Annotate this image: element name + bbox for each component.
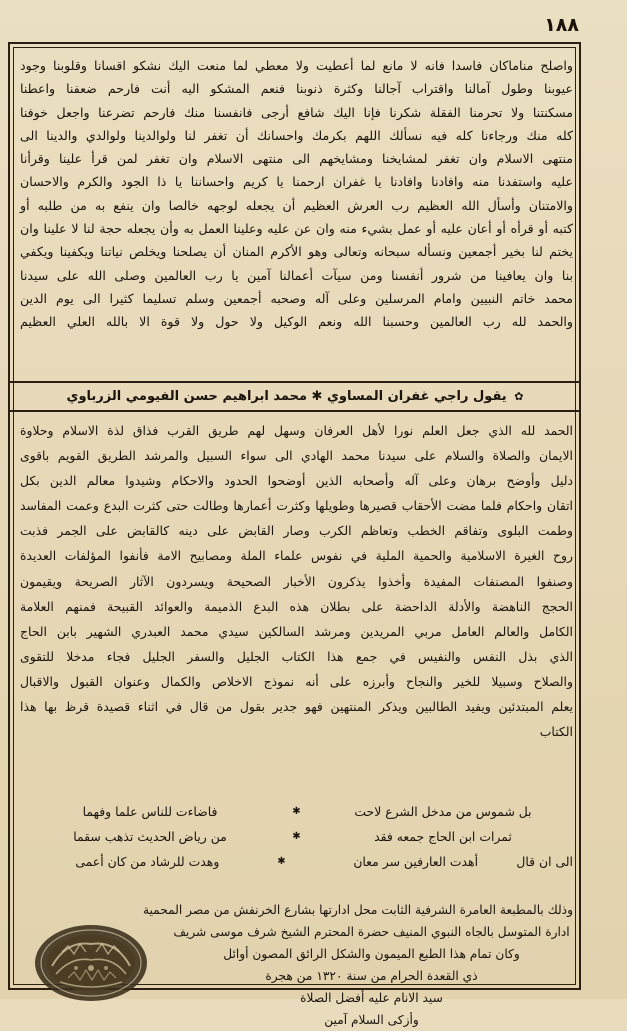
body-text-line: الكتاب (539, 724, 573, 740)
text-frame (8, 42, 581, 1027)
poem-intro-text: الى ان قال (516, 854, 573, 869)
body-text-line: اتقان واحكام فلما مضت الأحقاب قصيرها وطويلها وكثرت أعمارها وطالت حتى كثرت البدع وعمت المفاسد (20, 498, 573, 514)
verse-separator-icon: ✱ (292, 806, 301, 817)
body-text-line: دليل وأوضح برهان وعلى آله وأصحابه الذين أوضحوا الحدود والاحكام وشيدوا معالم الدين بكل (20, 473, 573, 489)
prayer-text-line: والامتنان وأسأل الله العظيم رب العرش العظيم أن يجعله لوجهه خالصا وان ينفع به من طلبه أو (20, 197, 573, 213)
verse-first-hemistich: بل شموس من مدخل الشرع لاحت (354, 804, 532, 819)
prayer-text-line: كتبه أو قرأه أو أعان عليه أو عمل بشيء منه وان عن عليه وعلينا العمل به وأن يجعله حجة لنا لا علينا وان (20, 221, 573, 237)
prayer-text-line: والحمد لله رب العالمين وحسبنا الله ونعم الوكيل ولا حول ولا قوة الا بالله العلي العظيم (20, 314, 573, 330)
prayer-text-line: محمد خاتم النبيين وامام المرسلين وعلى آله وصحبه أجمعين وسلم تسليما كثيرا الى يوم الدين (20, 290, 573, 306)
verse-separator-icon: ✱ (277, 856, 286, 867)
printer-seal (32, 922, 150, 1004)
prayer-text-line: مسكنتنا ولا تحرمنا الفقلة شكرنا فإنا اليك شافع أرجى فانفسنا منك فارحم تضرعنا واجعل خوفنا (20, 104, 573, 120)
body-text-line: يعلم المبتدئين ويفيد الطالبين ويذكر المنتهين فهو جدير بقول من قال في اثناء قصيدة قرظ بها هذا (20, 699, 573, 715)
prayer-text-line: عيوبنا وطول آمالنا واقتراب آجالنا وكثرة ذنوبنا فنعم المشكو اليه أنت فارحم ضعفنا واعطنا (20, 81, 573, 97)
colophon-text-line: ذي القعدة الحرام من سنة ١٣٢٠ من هجرة (265, 969, 478, 983)
colophon-text-line: وكان تمام هذا الطبع الميمون والشكل الرائق المصون أوائل (223, 947, 520, 961)
body-text-line: الذي بذل النفس والنفيس في جمع هذا الكتاب الجليل والسفر الجليل فجاء مدخلا للتقوى (20, 648, 573, 664)
colophon-text-line: سيد الانام عليه أفضل الصلاة (300, 991, 443, 1005)
colophon (142, 899, 573, 1031)
body-text-line: وصنفوا المصنفات المفيدة وأخذوا يذكرون الأخبار الصحيحة ويسردون الآثار الصريحة ويقيمون (20, 573, 573, 589)
verse-first-hemistich: ثمرات ابن الحاج جمعه فقد (374, 829, 512, 844)
poem-verse (20, 824, 573, 849)
section-divider-bottom (10, 410, 579, 412)
closing-prayer-section (20, 54, 573, 334)
section-divider-top (10, 381, 579, 383)
heading-text: يقول راجي غفران المساوي ✱ محمد ابراهيم حسن الفيومي الزرباوي (66, 389, 507, 404)
prayer-text-line: واصلح مناماكان فاسدا فانه لا مانع لما أعطيت ولا معطي لما منعت اليك نشكو اقسانا وقلوبنا وجود (20, 58, 573, 73)
poem-verse (20, 799, 573, 824)
body-text-line: الحمد لله الذي جعل العلم نورا لأهل العرفان وسهل لهم طريق القرب فذاق لذة الاسلام وحلاوة (20, 423, 573, 438)
colophon-text-line: وذلك بالمطبعة العامرة الشرفية الثابت محل ادارتها بشارع الخرنفش من مصر المحمية (142, 903, 573, 917)
verse-second-hemistich: وهدت للرشاد من كان أعمى (75, 854, 220, 869)
colophon-text-line: وأزكى السلام آمين (324, 1013, 419, 1027)
body-text-line: الحجج الناهضة والأدلة الداحضة على بطلان هذه البدع الذميمة والعوائد القبيحة فمنهم العلامة (20, 598, 573, 614)
prayer-text-line: كله منك ورجاءنا كله فيه نسألك اللهم بكرمك واحسانك أن تغفر لنا ولوالدينا ولوالدي والدينا الى (20, 127, 573, 143)
body-text-line: الكامل والعالم العامل مربي المريدين ومرشد السالكين سيدي محمد العبدري الشهير بابن الحاج (20, 623, 573, 639)
verse-second-hemistich: من رياض الحديث تذهب سقما (73, 829, 227, 844)
verse-second-hemistich: فاضاءت للناس علما وفهما (82, 804, 218, 819)
colophon-text-line: ادارة المتوسل بالجاه النبوي المنيف حضرة المحترم الشيخ شرف موسى شريف (173, 925, 570, 939)
verse-separator-icon: ✱ (292, 831, 301, 842)
section-heading (20, 385, 573, 409)
poem-verse (20, 849, 573, 874)
body-text-line: الايمان والصلاة والسلام على سيدنا محمد الهادي الى سواء السبيل والمرشد الطريق القويم باقوى (20, 448, 573, 464)
verse-first-hemistich: أهدت العارفين سر معان (353, 854, 479, 869)
prayer-text-line: بنا وان يعافينا من شرور أنفسنا ومن سيآت أعمالنا آمين يا رب العالمين وصلى الله على سيدنا (20, 267, 573, 283)
prayer-text-line: منتهى الاسلام وان تغفر لمشايخنا ومشايخهم الى منتهى الاسلام وان تغفر لمن قرأ علينا وقرأنا (20, 151, 573, 167)
printer-seal-image (32, 922, 150, 1004)
prayer-text-line: عليه واستفدنا منه وافادنا وافادنا يا غفران ارحمنا يا كريم واحساننا يا ذا الجود والكرم والاحسان (20, 174, 573, 190)
ornament-icon: ✿ (514, 390, 524, 403)
publisher-note-section (20, 418, 573, 744)
body-text-line: وطمت البلوى وتفاقم الخطب وتعاظم الكرب وصار القابض على دينه كالقابض على الجمر فذبت (20, 523, 573, 539)
poem-verses (20, 799, 573, 874)
prayer-text-line: يختم لنا بخير أجمعين ونسأله سبحانه وتعالى وهو الأكرم المنان أن يصلحنا ويخلص نياتنا ويكفينا ويكفي (20, 244, 573, 260)
body-text-line: والصلاح وسبيلا للخير والنجاح وأبرزه على أنه نموذج الاخلاص والكمال وعنوان القبول والاقبال (20, 673, 573, 689)
page-number: ١٨٨ (544, 14, 579, 36)
body-text-line: روح الغيرة الاسلامية والحمية الملية في نفوس علماء الملة ومصابيح الامة فأنفوا المؤلفات العديدة (20, 548, 573, 564)
